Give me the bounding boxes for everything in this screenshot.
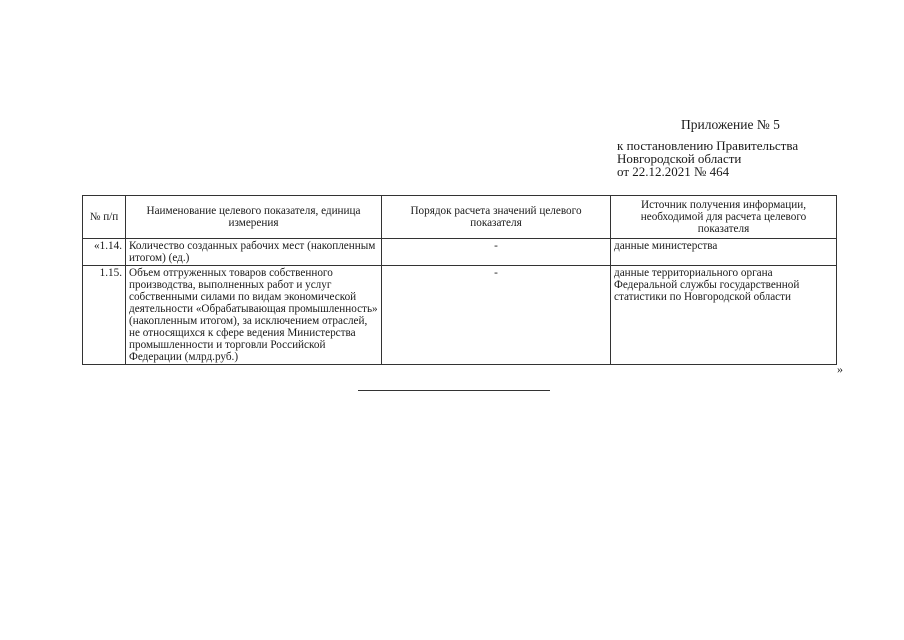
appendix-title: Приложение № 5 bbox=[681, 117, 780, 132]
row-source: данные территориального органа Федеральной службы государственной статистики по Новгородской области bbox=[611, 266, 837, 365]
footer-divider bbox=[358, 390, 550, 391]
row-indicator-name: Объем отгруженных товаров собственного производства, выполненных работ и услуг собственными силами по видам экономической деятельности «Обрабатывающая промышленность» (накопленным итогом), за исключением отраслей, не относящихся к сфере ведения Министерства промышленности и торговли Российской Федерации (млрд.руб.) bbox=[126, 266, 382, 365]
column-header-name: Наименование целевого показателя, единица измерения bbox=[126, 196, 382, 239]
column-header-number: № п/п bbox=[83, 196, 126, 239]
column-header-source: Источник получения информации, необходимой для расчета целевого показателя bbox=[611, 196, 837, 239]
table-row bbox=[83, 239, 837, 266]
decree-line: к постановлению Правительства bbox=[617, 138, 799, 153]
document-header bbox=[617, 118, 857, 178]
row-calculation: - bbox=[382, 266, 611, 365]
row-indicator-name: Количество созданных рабочих мест (накопленным итогом) (ед.) bbox=[126, 239, 382, 266]
row-number: «1.14. bbox=[83, 239, 126, 266]
indicators-table bbox=[82, 195, 837, 365]
region-line: Новгородской области bbox=[617, 151, 742, 166]
row-number: 1.15. bbox=[83, 266, 126, 365]
table-header-row bbox=[83, 196, 837, 239]
column-header-calculation: Порядок расчета значений целевого показателя bbox=[382, 196, 611, 239]
date-line: от 22.12.2021 № 464 bbox=[617, 164, 730, 179]
closing-quote: » bbox=[837, 362, 843, 376]
row-calculation: - bbox=[382, 239, 611, 266]
row-source: данные министерства bbox=[611, 239, 837, 266]
table-row bbox=[83, 266, 837, 365]
